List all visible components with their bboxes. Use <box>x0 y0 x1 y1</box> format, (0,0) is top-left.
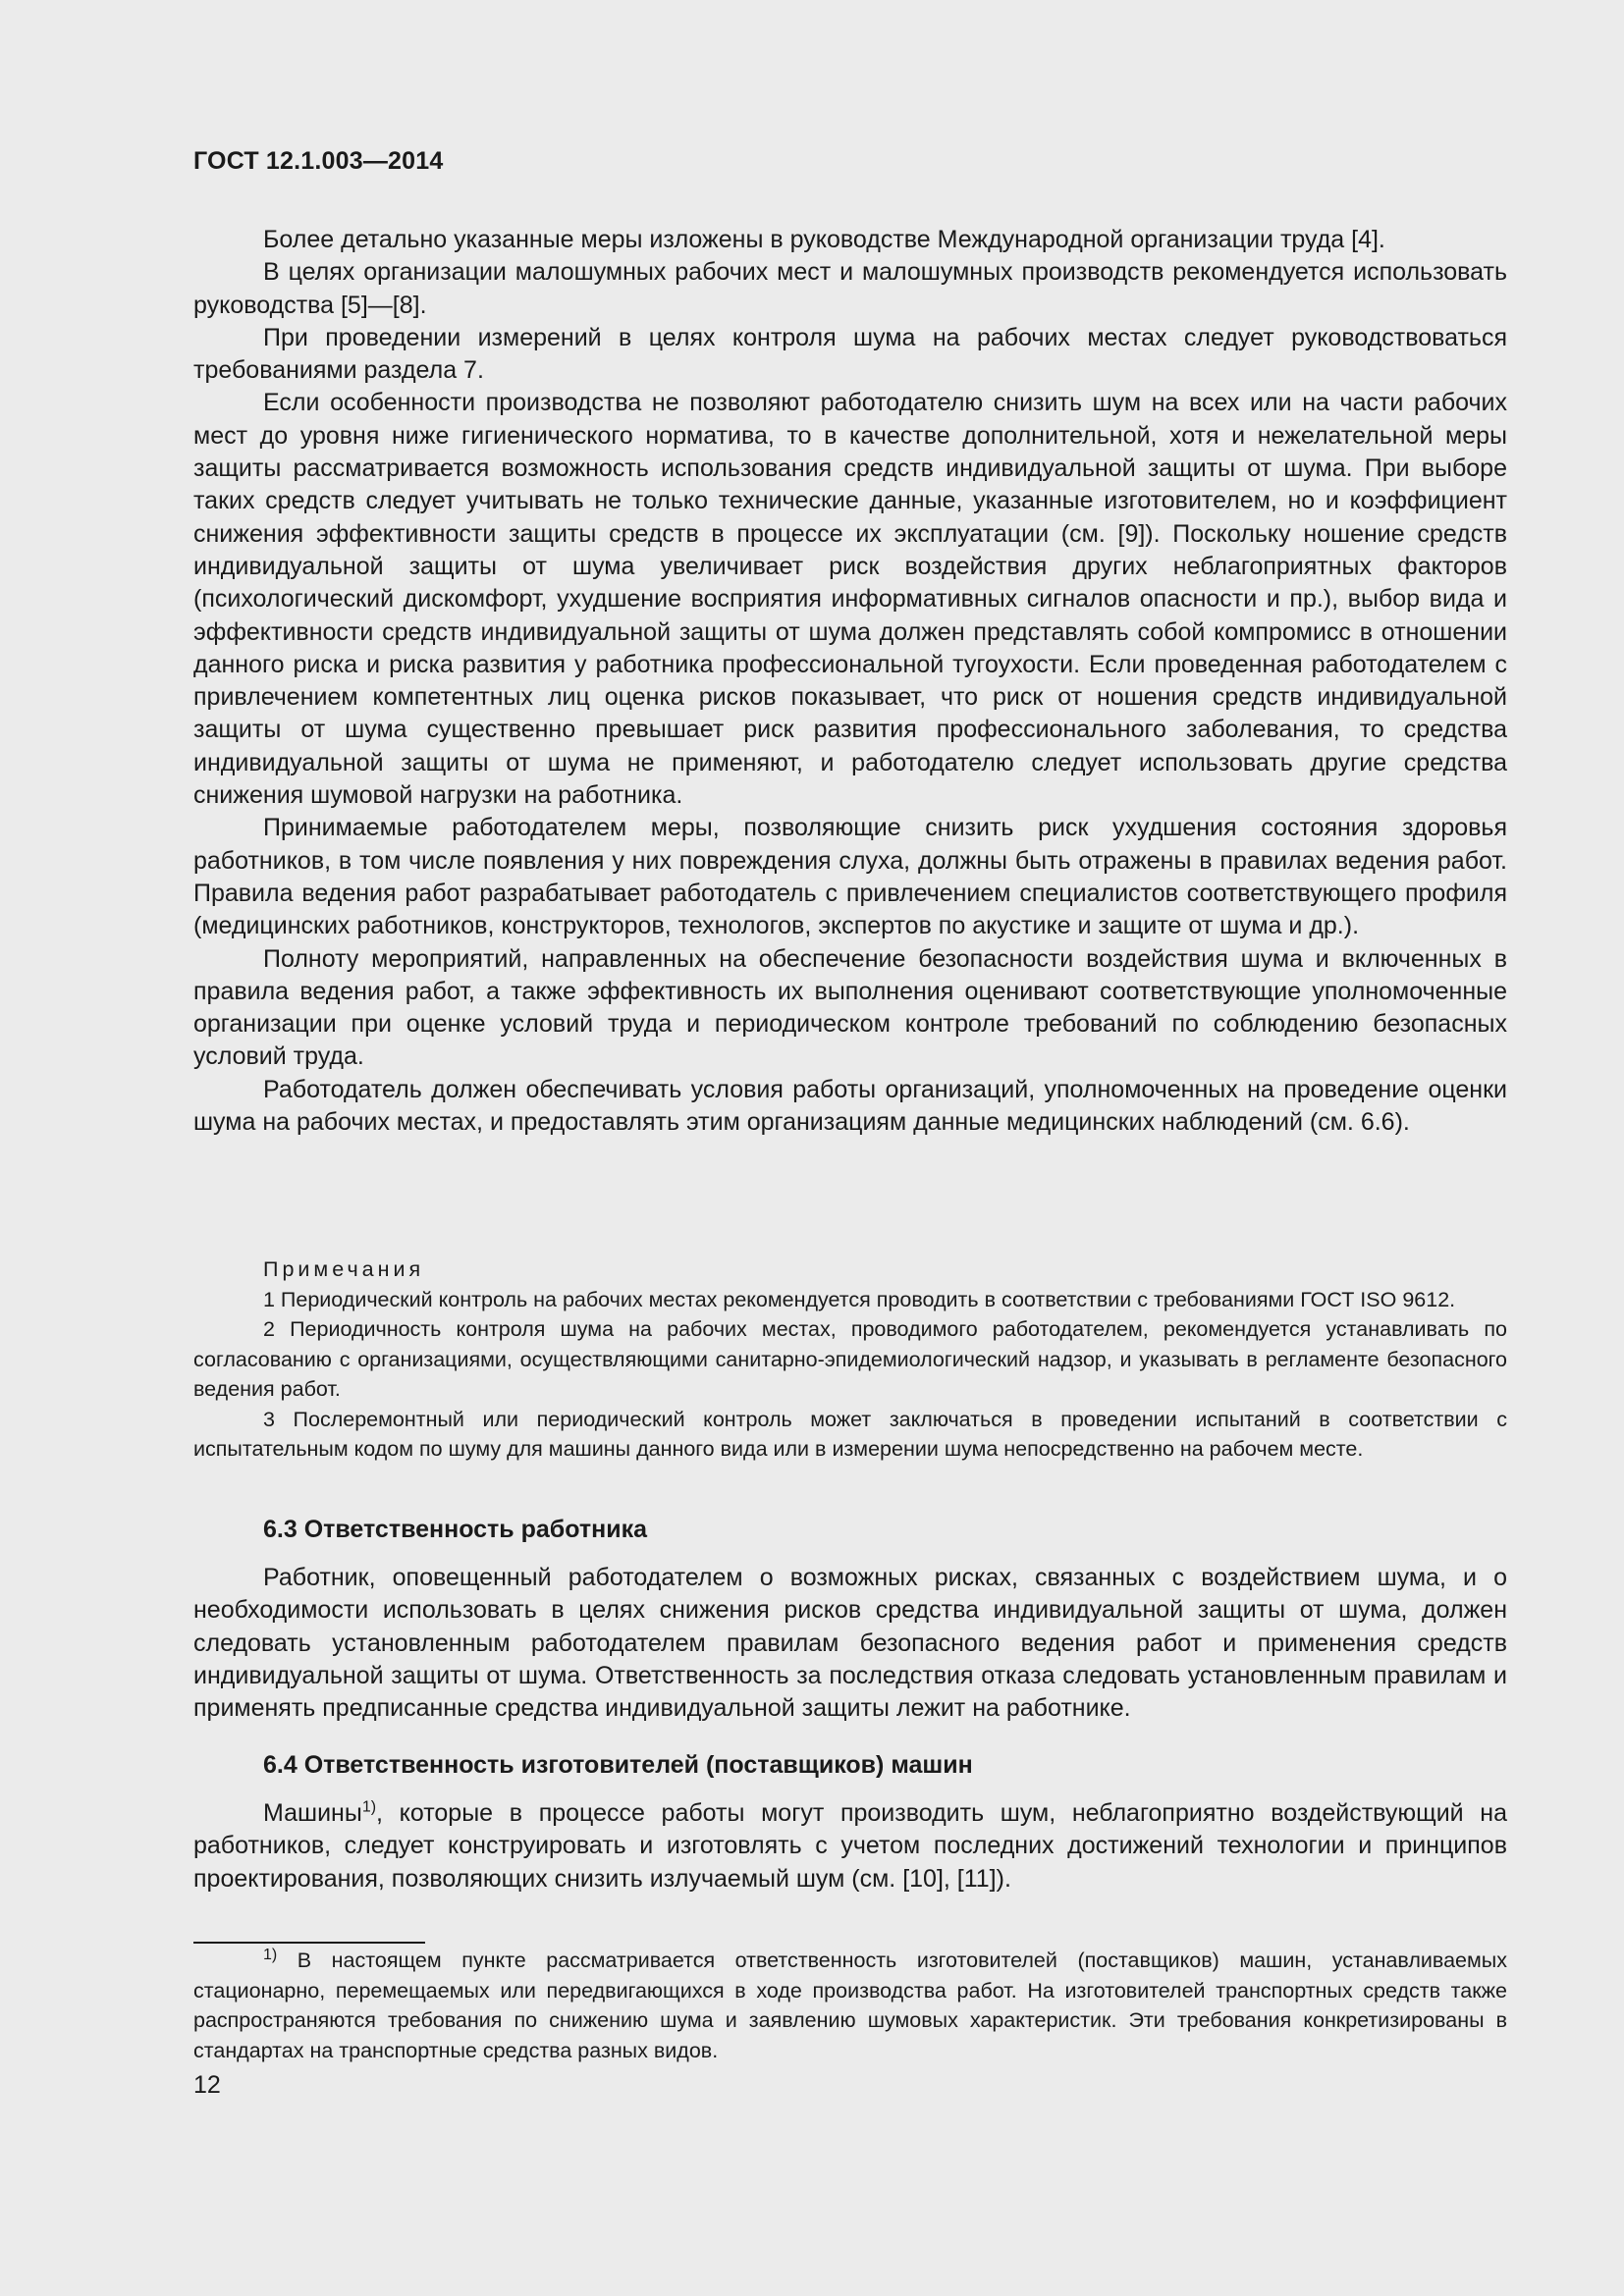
footnote <box>193 1946 1507 2065</box>
paragraph: Принимаемые работодателем меры, позволяющие снизить риск ухудшения состояния здоровья работников, в том числе появления у них повреждения слуха, должны быть отражены в правилах ведения работ. Правила ведения работ разрабатывает работодатель с привлечением специалистов соответствующего профиля (медицинских работников, конструкторов, технологов, экспертов по акустике и защите от шума и др.). <box>193 814 1507 940</box>
section-text-6-4 <box>193 1797 1507 1896</box>
footnote-divider <box>193 1942 425 1944</box>
notes-block <box>193 1255 1507 1465</box>
section-heading-6-3: 6.3 Ответственность работника <box>263 1516 648 1543</box>
paragraph: В целях организации малошумных рабочих мест и малошумных производств рекомендуется использовать руководства [5]—[8]. <box>193 258 1507 319</box>
paragraph: Работодатель должен обеспечивать условия работы организаций, уполномоченных на проведение оценки шума на рабочих местах, и предоставлять этим организациям данные медицинских наблюдений (см. 6.6). <box>193 1075 1507 1137</box>
footnote-text <box>193 1946 1507 2065</box>
paragraph <box>193 1797 1507 1896</box>
notes-title: Примечания <box>263 1257 425 1281</box>
paragraph-start: Машины <box>263 1799 362 1827</box>
standard-header: ГОСТ 12.1.003—2014 <box>193 147 444 175</box>
footnote-reference[interactable]: 1) <box>361 1798 377 1816</box>
paragraph: Полноту мероприятий, направленных на обеспечение безопасности воздействия шума и включенных в правила ведения работ, а также эффективность их выполнения оценивают соответствующие уполномоченные организации при оценке условий труда и периодическом контроле требований по соблюдению безопасных условий труда. <box>193 944 1507 1071</box>
footnote-marker: 1) <box>263 1946 278 1963</box>
body-text <box>193 224 1507 1139</box>
footnote-body: В настоящем пункте рассматривается ответственность изготовителей (поставщиков) машин, устанавливаемых стационарно, перемещаемых или передвигающихся в ходе производства работ. На изготовителей транспортных средств также распространяются требования по снижению шума и заявлению шумовых характеристик. Эти требования конкретизированы в стандартах на транспортные средства разных видов. <box>193 1949 1507 2062</box>
paragraph-rest: , которые в процессе работы могут производить шум, неблагоприятно воздействующий на работников, следует конструировать и изготовлять с учетом последних достижений технологии и принципов проектирования, позволяющих снизить излучаемый шум (см. [10], [11]). <box>193 1799 1507 1893</box>
paragraph: При проведении измерений в целях контроля шума на рабочих местах следует руководствоваться требованиями раздела 7. <box>193 323 1507 385</box>
note-item: 1 Периодический контроль на рабочих местах рекомендуется проводить в соответствии с требованиями ГОСТ ISO 9612. <box>263 1287 1456 1311</box>
section-heading-6-4: 6.4 Ответственность изготовителей (поставщиков) машин <box>263 1751 973 1779</box>
paragraph: Если особенности производства не позволяют работодателю снизить шум на всех или на части рабочих мест до уровня ниже гигиенического норматива, то в качестве дополнительной, хотя и нежелательной меры защиты рассматривается возможность использования средств индивидуальной защиты от шума. При выборе таких средств следует учитывать не только технические данные, указанные изготовителем, но и коэффициент снижения эффективности защиты средств в процессе их эксплуатации (см. [9]). Поскольку ношение средств индивидуальной защиты от шума увеличивает риск воздействия других неблагоприятных факторов (психологический дискомфорт, ухудшение восприятия информативных сигналов опасности и пр.), выбор вида и эффективности средств индивидуальной защиты от шума должен представлять собой компромисс в отношении данного риска и риска развития у работника профессиональной тугоухости. Если проведенная работодателем с привлечением компетентных лиц оценка рисков показывает, что риск от ношения средств индивидуальной защиты от шума существенно превышает риск развития профессионального заболевания, то средства индивидуальной защиты от шума не применяют, и работодателю следует использовать другие средства снижения шумовой нагрузки на работника. <box>193 389 1507 810</box>
note-item: 2 Периодичность контроля шума на рабочих местах, проводимого работодателем, рекомендуется устанавливать по согласованию с организациями, осуществляющими санитарно-эпидемиологический надзор, и указывать в регламенте безопасного ведения работ. <box>193 1317 1507 1401</box>
section-text-6-3 <box>193 1562 1507 1725</box>
paragraph: Более детально указанные меры изложены в руководстве Международной организации труда [4]. <box>263 226 1385 253</box>
paragraph: Работник, оповещенный работодателем о возможных рисках, связанных с воздействием шума, и о необходимости использовать в целях снижения рисков средства индивидуальной защиты от шума, должен следовать установленным работодателем правилам безопасного ведения работ и применения средств индивидуальной защиты от шума. Ответственность за последствия отказа следовать установленным правилам и применять предписанные средства индивидуальной защиты лежит на работнике. <box>193 1564 1507 1723</box>
page-number: 12 <box>193 2071 221 2099</box>
note-item: 3 Послеремонтный или периодический контроль может заключаться в проведении испытаний в соответствии с испытательным кодом по шуму для машины данного вида или в измерении шума непосредственно на рабочем месте. <box>193 1407 1507 1461</box>
